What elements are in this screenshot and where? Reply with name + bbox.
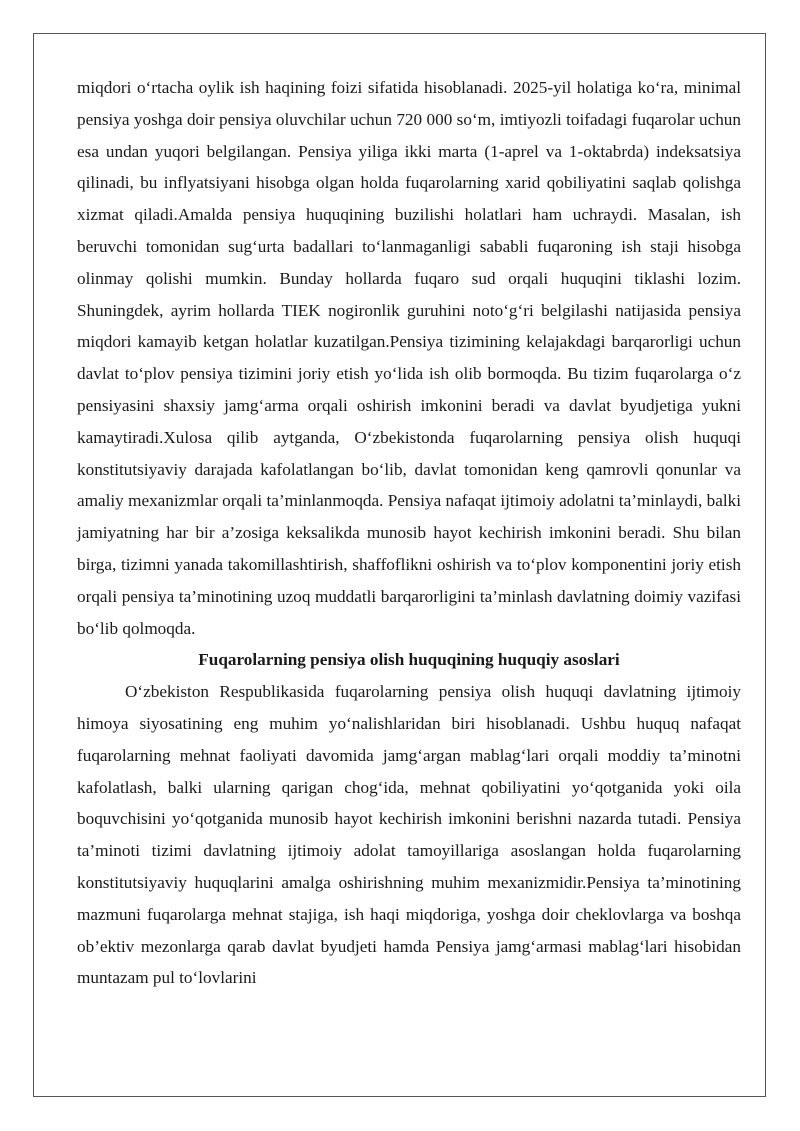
paragraph-section-intro: O‘zbekiston Respublikasida fuqarolarning pensiya olish huquqi davlatning ijtimoiy himoya siyosatining eng muhim yo‘nalishlaridan biri hisoblanadi. Ushbu huquq nafaqat fuqarolarning mehnat faoliyati davomida jamg‘argan mablag‘lari orqali moddiy ta’minotni kafolatlash, balki ularning qarigan chog‘ida, mehnat qobiliyatini yo‘qotganida yoki oila boquvchisini yo‘qotganida munosib hayot kechirish imkonini berishni nazarda tutadi. Pensiya ta’minoti tizimi davlatning ijtimoiy adolat tamoyillariga asoslangan holda fuqarolarning konstitutsiyaviy huquqlarini amalga oshirishning muhim mexanizmidir.Pensiya ta’minotining mazmuni fuqarolarga mehnat stajiga, ish haqi miqdoriga, yoshga doir cheklovlarga va boshqa ob’ektiv mezonlarga qarab davlat byudjeti hamda Pensiya jamg‘armasi mablag‘lari hisobidan muntazam pul to‘lovlarini <box>77 682 741 988</box>
document-body <box>77 72 741 994</box>
paragraph-continuation: miqdori o‘rtacha oylik ish haqining foizi sifatida hisoblanadi. 2025-yil holatiga ko‘ra, minimal pensiya yoshga doir pensiya oluvchilar uchun 720 000 so‘m, imtiyozli toifadagi fuqarolar uchun esa undan yuqori belgilangan. Pensiya yiliga ikki marta (1-aprel va 1-oktabrda) indeksatsiya qilinadi, bu inflyatsiyani hisobga olgan holda fuqarolarning xarid qobiliyatini saqlab qolishga xizmat qiladi.Amalda pensiya huquqining buzilishi holatlari ham uchraydi. Masalan, ish beruvchi tomonidan sug‘urta badallari to‘lanmaganligi sababli fuqaroning ish staji hisobga olinmay qolishi mumkin. Bunday hollarda fuqaro sud orqali huquqini tiklashi lozim. Shuningdek, ayrim hollarda TIEK nogironlik guruhini noto‘g‘ri belgilashi natijasida pensiya miqdori kamayib ketgan holatlar kuzatilgan.Pensiya tizimining kelajakdagi barqarorligi uchun davlat to‘plov pensiya tizimini joriy etish yo‘lida ish olib bormoqda. Bu tizim fuqarolarga o‘z pensiyasini shaxsiy jamg‘arma orqali oshirish imkonini beradi va davlat byudjetiga yukni kamaytiradi.Xulosa qilib aytganda, O‘zbekistonda fuqarolarning pensiya olish huquqi konstitutsiyaviy darajada kafolatlangan bo‘lib, davlat tomonidan keng qamrovli qonunlar va amaliy mexanizmlar orqali ta’minlanmoqda. Pensiya nafaqat ijtimoiy adolatni ta’minlaydi, balki jamiyatning har bir a’zosiga keksalikda munosib hayot kechirish imkonini beradi. Shu bilan birga, tizimni yanada takomillashtirish, shaffoflikni oshirish va to‘plov komponentini joriy etish orqali pensiya ta’minotining uzoq muddatli barqarorligini ta’minlash davlatning doimiy vazifasi bo‘lib qolmoqda. <box>77 78 741 638</box>
section-heading: Fuqarolarning pensiya olish huquqining huquqiy asoslari <box>198 650 620 670</box>
